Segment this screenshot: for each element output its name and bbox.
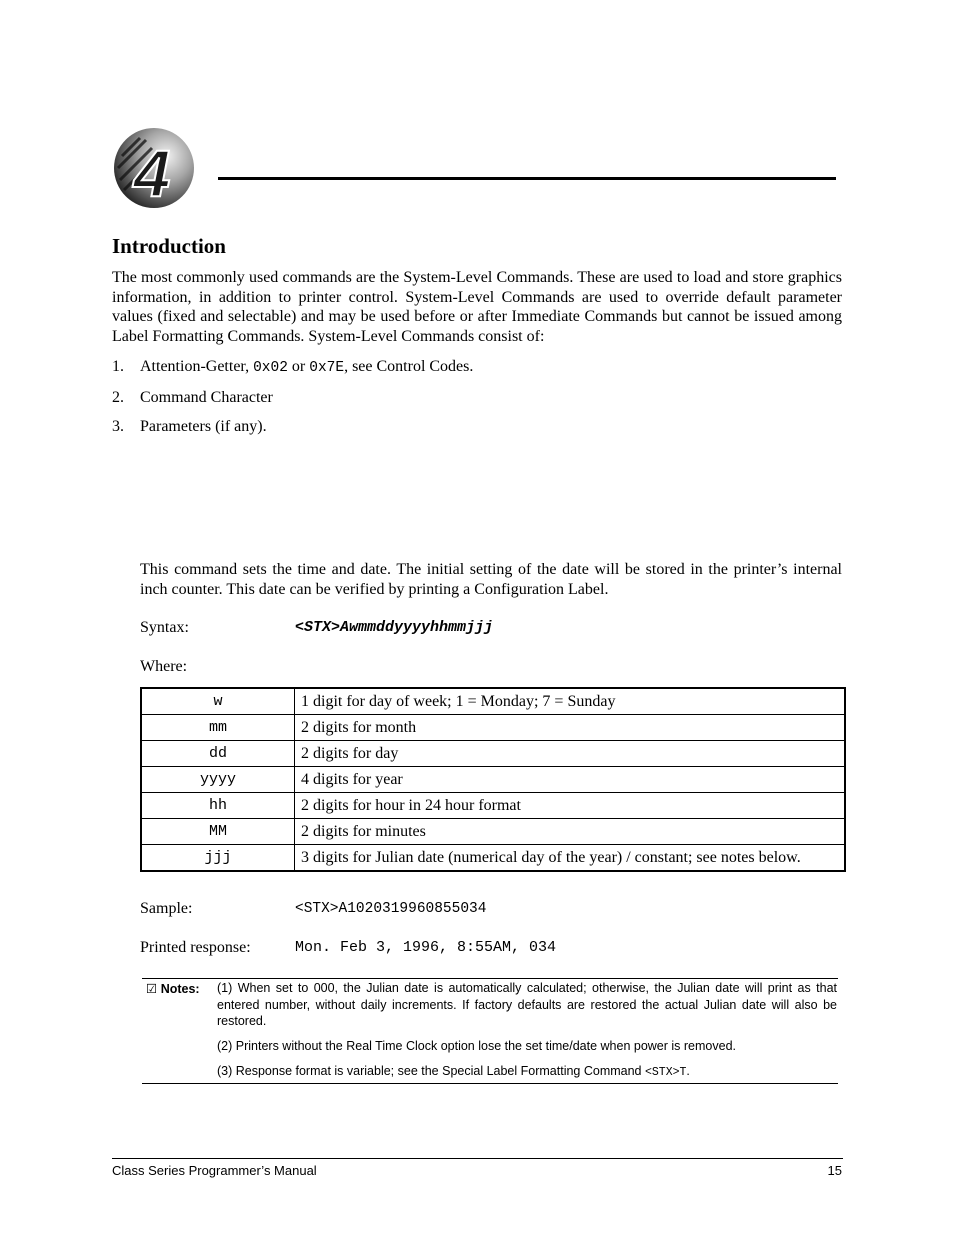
section-title: Introduction <box>112 234 226 258</box>
param-code: dd <box>141 741 295 767</box>
where-label: Where: <box>140 658 188 675</box>
table-row <box>141 741 845 767</box>
param-code: MM <box>141 819 295 845</box>
list-text-part: or <box>287 358 310 375</box>
table-row <box>141 819 845 845</box>
command-description: This command sets the time and date. The initial setting of the date will be stored in the printer’s internal inch counter. This date can be verified by printing a Configuration Label. <box>140 561 842 598</box>
param-code: mm <box>141 715 295 741</box>
list-text: Parameters (if any). <box>140 418 267 435</box>
list-number: 2. <box>112 389 124 406</box>
syntax-value: <STX>Awmmddyyyyhhmmjjj <box>295 619 494 636</box>
intro-paragraph: The most commonly used commands are the System-Level Commands. These are used to load and store graphics information, in addition to printer control. System-Level Commands are used to override default parameter values (fixed and selectable) and may be used before or after Immediate Commands but cannot be issued among Label Formatting Commands. System-Level Commands consist of: <box>112 269 842 345</box>
note-text-part: (3) Response format is variable; see the Special Label Formatting Command <box>217 1064 645 1078</box>
note-item: (1) When set to 000, the Julian date is automatically calculated; otherwise, the Julian date will print as that entered number, without daily increments. If factory defaults are restored the actual Julian date will also be restored. <box>217 981 837 1028</box>
list-text: Command Character <box>140 389 273 406</box>
code-inline: 0x7E <box>309 360 345 376</box>
parameter-table <box>140 687 846 872</box>
param-description: 2 digits for hour in 24 hour format <box>295 793 846 819</box>
checkbox-checked-icon: ☑ <box>146 982 158 996</box>
notes-heading <box>146 981 200 996</box>
table-row <box>141 715 845 741</box>
note-text-part: . <box>686 1064 690 1078</box>
list-text-part: , see Control Codes. <box>344 358 474 375</box>
notes-label: Notes: <box>160 982 200 996</box>
sample-label: Sample: <box>140 900 193 917</box>
param-description: 1 digit for day of week; 1 = Monday; 7 = Sunday <box>295 688 846 715</box>
chapter-number: 4 <box>133 136 171 210</box>
list-number: 1. <box>112 358 124 375</box>
sample-value: <STX>A1020319960855034 <box>295 901 487 917</box>
page-number: 15 <box>827 1163 842 1178</box>
note-item <box>217 1063 837 1082</box>
param-description: 2 digits for minutes <box>295 819 846 845</box>
param-code: hh <box>141 793 295 819</box>
chapter-number-badge <box>112 126 196 210</box>
param-code: w <box>141 688 295 715</box>
syntax-label: Syntax: <box>140 619 189 636</box>
param-description: 4 digits for year <box>295 767 846 793</box>
note-item: (2) Printers without the Real Time Clock option lose the set time/date when power is removed. <box>217 1039 736 1053</box>
list-number: 3. <box>112 418 124 435</box>
list-text <box>140 357 473 378</box>
code-inline: <STX>T <box>644 1066 687 1079</box>
param-code: jjj <box>141 845 295 872</box>
table-row <box>141 688 845 715</box>
list-text-part: Attention-Getter, <box>140 358 254 375</box>
param-description: 2 digits for day <box>295 741 846 767</box>
table-row <box>141 845 845 872</box>
footer-manual-title: Class Series Programmer’s Manual <box>112 1163 317 1178</box>
param-code: yyyy <box>141 767 295 793</box>
footer-rule <box>112 1158 843 1159</box>
response-value: Mon. Feb 3, 1996, 8:55AM, 034 <box>295 939 557 956</box>
table-row <box>141 767 845 793</box>
table-row <box>141 793 845 819</box>
code-inline: 0x02 <box>253 360 288 376</box>
param-description: 2 digits for month <box>295 715 846 741</box>
param-description: 3 digits for Julian date (numerical day of the year) / constant; see notes below. <box>295 845 846 872</box>
response-label: Printed response: <box>140 939 251 956</box>
chapter-rule <box>218 177 836 180</box>
